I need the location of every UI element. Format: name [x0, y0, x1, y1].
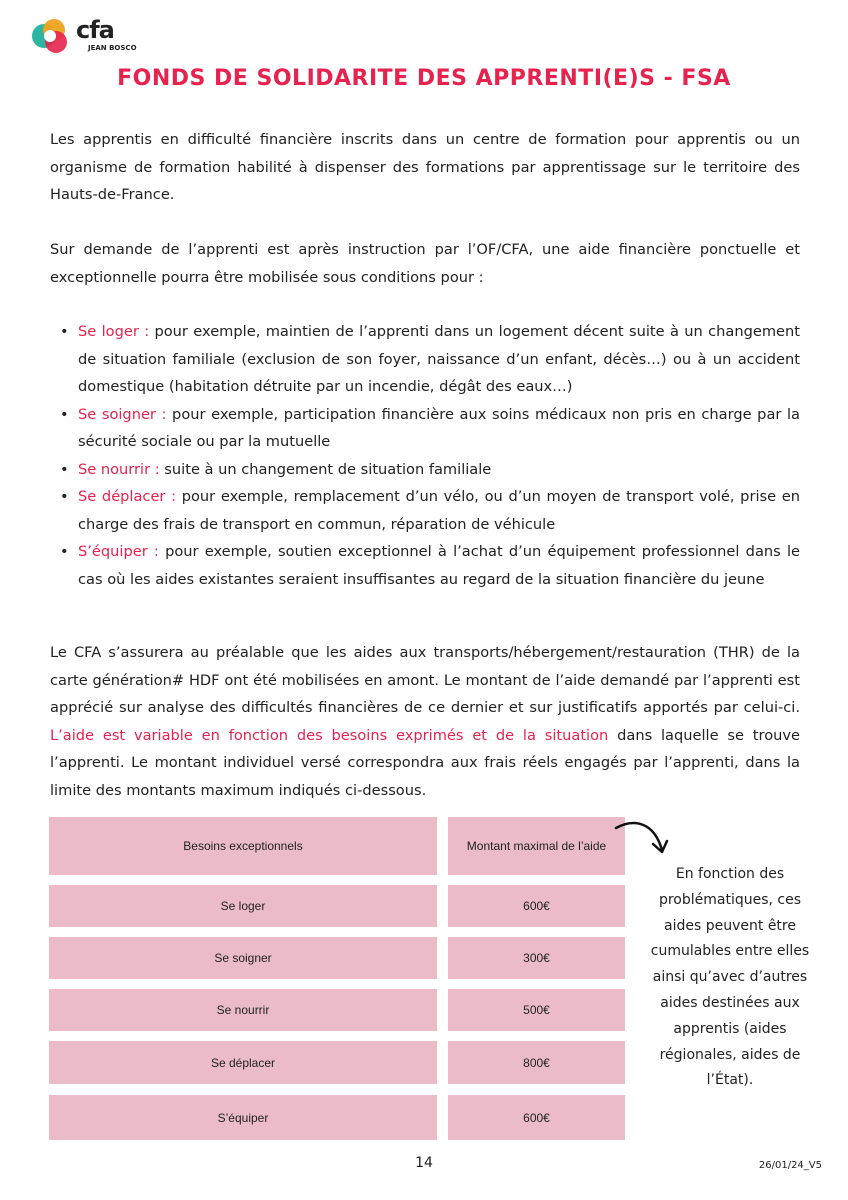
page-number: 14: [415, 1155, 433, 1171]
list-item-text: pour exemple, participation financière aux soins médicaux non pris en charge par la sécurité sociale ou par la mutuelle: [78, 405, 800, 450]
curved-arrow-icon: [612, 818, 672, 862]
conditions-highlight: L’aide est variable en fonction des besoins exprimés et de la situation: [50, 726, 609, 744]
table-cell-need: Se déplacer: [49, 1041, 437, 1084]
table-cell-need: Se nourrir: [49, 989, 437, 1031]
list-item: [60, 401, 800, 456]
list-item-text: pour exemple, maintien de l’apprenti dans un logement décent suite à un changement de situation familiale (exclusion de son foyer, naissance d’un enfant, décès…) ou à un accident domestique (habitation détruite par un incendie, dégât des eaux…): [78, 323, 800, 395]
conditions-text-after: dans laquelle se trouve l’apprenti. Le montant individuel versé correspondra aux frais réels engagés par l’apprenti, dans la limite des montants maximum indiqués ci-dessous.: [50, 726, 800, 799]
list-item-text: pour exemple, soutien exceptionnel à l’achat d’un équipement professionnel dans le cas où les aides existantes seraient insuffisantes au regard de la situation financière du jeune: [78, 543, 801, 588]
version-label: 26/01/24_V5: [758, 1160, 822, 1171]
list-item-text: suite à un changement de situation familiale: [159, 460, 492, 478]
intro-paragraph: Les apprentis en difficulté financière inscrits dans un centre de formation pour apprentis ou un organisme de formation habilité à dispenser des formations par apprentissage sur le territoire des Hauts-de-France.: [50, 131, 800, 203]
page-title: FONDS DE SOLIDARITE DES APPRENTI(E)S - FSA: [117, 66, 731, 91]
bullet-dot: •: [60, 405, 69, 423]
list-item-label: Se nourrir :: [78, 460, 160, 478]
logo-wordmark: cfa: [76, 16, 114, 44]
table-cell-amount: 300€: [448, 937, 625, 979]
logo-subtitle: JEAN BOSCO: [88, 44, 137, 52]
list-item: [60, 538, 800, 593]
table-cell-need: S’équiper: [49, 1095, 437, 1140]
list-item-label: S’équiper :: [78, 543, 159, 560]
conditions-text-before: Le CFA s’assurera au préalable que les aides aux transports/hébergement/restauration (THR) de la carte génération# HDF ont été mobilisées en amont. Le montant de l’aide demandé par l’apprenti est apprécié sur analyse des difficultés financières de ce dernier et sur justificatifs apportés par celui-ci.: [50, 644, 800, 716]
bullet-dot: •: [60, 323, 69, 340]
side-note: En fonction des problématiques, ces aides peuvent être cumulables entre elles ainsi qu’avec d’autres aides destinées aux apprentis (aides régionales, aides de l’État).: [650, 866, 810, 1089]
list-item-text: pour exemple, remplacement d’un vélo, ou d’un moyen de transport volé, prise en charge des frais de transport en commun, réparation de véhicule: [78, 488, 801, 533]
table-header-amount: Montant maximal de l’aide: [448, 817, 625, 875]
table-cell-amount: 600€: [448, 1095, 625, 1140]
table-cell-need: Se soigner: [49, 937, 437, 979]
list-item: [60, 456, 800, 484]
needs-list: [60, 318, 800, 593]
list-item-label: Se soigner :: [78, 405, 167, 423]
list-item: [60, 483, 800, 538]
bullet-dot: •: [60, 488, 69, 505]
table-header-needs: Besoins exceptionnels: [49, 817, 437, 875]
conditions-paragraph: [50, 639, 800, 804]
logo-circles-icon: [30, 16, 74, 58]
table-cell-amount: 500€: [448, 989, 625, 1031]
list-item: [60, 318, 800, 401]
list-item-label: Se déplacer :: [78, 488, 177, 505]
table-cell-amount: 800€: [448, 1041, 625, 1084]
demand-paragraph: Sur demande de l’apprenti est après instruction par l’OF/CFA, une aide financière ponctuelle et exceptionnelle pourra être mobilisée sous conditions pour :: [50, 241, 800, 286]
table-cell-need: Se loger: [49, 885, 437, 927]
table-cell-amount: 600€: [448, 885, 625, 927]
list-item-label: Se loger :: [78, 323, 150, 340]
cfa-logo: [30, 16, 150, 58]
bullet-dot: •: [60, 543, 69, 560]
bullet-dot: •: [60, 460, 69, 478]
